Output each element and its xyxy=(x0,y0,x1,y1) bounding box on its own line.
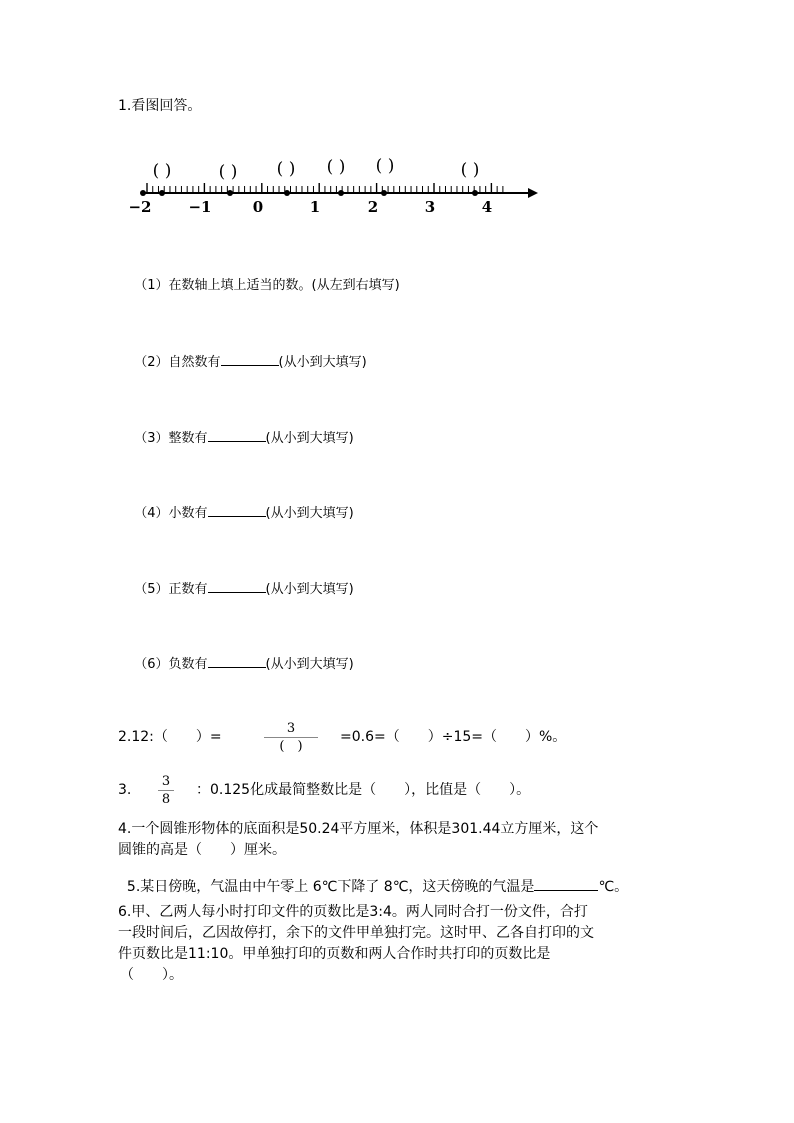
answer-paren[interactable]: ( ) xyxy=(218,162,238,182)
axis-point xyxy=(284,190,290,196)
q1-part-4 xyxy=(126,488,354,522)
part-1-suffix: (从左到右填写) xyxy=(311,278,400,293)
part-6-prefix: （6）负数有 xyxy=(134,657,208,672)
q6-line-4: （ ）。 xyxy=(120,967,183,983)
axis-point xyxy=(227,190,233,196)
q2-after: =0.6=（ ）÷15=（ ）%。 xyxy=(340,729,567,745)
fraction-bar xyxy=(264,737,318,738)
q1-part-3 xyxy=(126,413,354,447)
part-6-suffix: (从小到大填写) xyxy=(265,657,354,672)
part-1-prefix: （1）在数轴上填上适当的数。 xyxy=(134,278,312,293)
axis-point xyxy=(140,190,146,196)
axis-label: 4 xyxy=(481,198,493,216)
q1-title: 1.看图回答。 xyxy=(118,98,202,114)
q5-before: 5.某日傍晚，气温由中午零上 6℃下降了 8℃，这天傍晚的气温是 xyxy=(126,879,535,895)
q2-frac-num: 3 xyxy=(286,721,296,736)
q2-before: 2.12:（ ）= xyxy=(118,729,222,745)
q2-fraction xyxy=(264,721,318,754)
part-3-prefix: （3）整数有 xyxy=(134,431,208,446)
q2-frac-den: ( ) xyxy=(279,739,303,754)
axis-labels xyxy=(128,198,492,216)
axis-point xyxy=(159,190,165,196)
part-5-suffix: (从小到大填写) xyxy=(265,582,354,597)
q6-line-1: 6.甲、乙两人每小时打印文件的页数比是3:4。两人同时合打一份文件，合打 xyxy=(118,904,588,920)
answer-blank[interactable] xyxy=(221,353,279,366)
part-2-suffix: (从小到大填写) xyxy=(278,355,367,370)
number-line xyxy=(0,0,794,230)
part-3-suffix: (从小到大填写) xyxy=(265,431,354,446)
q3-text: ：0.125化成最简整数比是（ ），比值是（ ）。 xyxy=(196,782,531,798)
axis-label: 1 xyxy=(309,198,321,216)
axis-label: −1 xyxy=(188,198,212,216)
answer-blank[interactable] xyxy=(208,655,266,668)
q3-frac-num: 3 xyxy=(161,774,171,789)
q5-after: ℃。 xyxy=(598,879,629,895)
axis-point xyxy=(381,190,387,196)
fraction-bar xyxy=(158,790,174,791)
answer-blank[interactable] xyxy=(208,580,266,593)
q6-line-3: 件页数比是11:10。甲单独打印的页数和两人合作时共打印的页数比是 xyxy=(118,946,551,962)
q1-part-1 xyxy=(126,262,400,294)
axis-label: 3 xyxy=(424,198,436,216)
answer-paren[interactable]: ( ) xyxy=(326,157,346,177)
axis-point xyxy=(472,190,478,196)
answer-blank[interactable] xyxy=(534,878,598,891)
part-5-prefix: （5）正数有 xyxy=(134,582,208,597)
axis-arrow xyxy=(528,188,538,198)
q6-line-2: 一段时间后，乙因故停打，余下的文件甲单独打完。这时甲、乙各自打印的文 xyxy=(118,925,594,941)
q1-part-2 xyxy=(126,337,367,371)
axis-label: 2 xyxy=(367,198,379,216)
axis-label: −2 xyxy=(128,198,152,216)
answer-paren[interactable]: ( ) xyxy=(375,156,395,176)
answer-parens xyxy=(153,156,480,182)
axis-ticks xyxy=(147,183,503,193)
q3-frac-den: 8 xyxy=(161,792,171,807)
answer-paren[interactable]: ( ) xyxy=(460,160,480,180)
axis-point xyxy=(338,190,344,196)
answer-blank[interactable] xyxy=(208,429,266,442)
q5-line xyxy=(118,862,628,895)
q1-part-5 xyxy=(126,564,354,598)
part-4-suffix: (从小到大填写) xyxy=(265,506,354,521)
q3-fraction xyxy=(158,774,174,807)
part-4-prefix: （4）小数有 xyxy=(134,506,208,521)
answer-paren[interactable]: ( ) xyxy=(152,161,172,181)
q1-part-6 xyxy=(126,639,354,673)
answer-paren[interactable]: ( ) xyxy=(276,159,296,179)
answer-blank[interactable] xyxy=(208,504,266,517)
part-2-prefix: （2）自然数有 xyxy=(134,355,221,370)
q4-line-2: 圆锥的高是（ ）厘米。 xyxy=(118,842,286,858)
q4-line-1: 4.一个圆锥形物体的底面积是50.24平方厘米，体积是301.44立方厘米，这个 xyxy=(118,821,599,837)
axis-label: 0 xyxy=(252,198,264,216)
q3-number: 3. xyxy=(118,782,132,798)
